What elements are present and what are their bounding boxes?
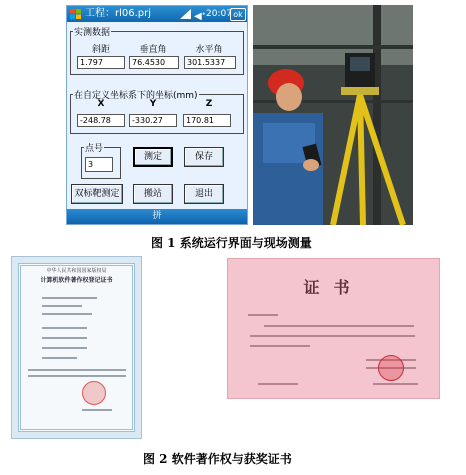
surveyor-photo-image — [253, 5, 413, 225]
title-bar — [67, 6, 247, 22]
windows-start-icon[interactable] — [70, 9, 81, 19]
app-screenshot — [66, 5, 248, 225]
cert-text-line — [42, 347, 87, 349]
measured-data-title: 实测数据 — [73, 25, 111, 38]
award-text-line — [250, 345, 310, 347]
figure-1-caption: 图 1 系统运行界面与现场测量 — [151, 236, 312, 250]
cert-text-line — [28, 375, 126, 377]
vertical-angle-field[interactable]: 76.4530 — [129, 56, 179, 69]
cert-text-line — [42, 337, 87, 339]
move-station-button[interactable]: 搬站 — [133, 184, 173, 204]
col-x: X — [97, 99, 105, 109]
input-panel-bar[interactable] — [67, 209, 247, 224]
cert-text-line — [42, 327, 87, 329]
input-method-label[interactable]: 拼 — [152, 211, 162, 221]
coordinates-title: 在自定义坐标系下的坐标(mm) — [73, 88, 199, 101]
col-vertical-angle: 垂直角 — [139, 45, 167, 55]
award-cert-title: 证书 — [303, 278, 364, 297]
cert-text-line — [28, 369, 126, 371]
save-button[interactable]: 保存 — [184, 147, 224, 167]
cert-text-line — [82, 409, 112, 411]
cert-text-line — [42, 297, 97, 299]
window-title: 工程：rl06.prj — [85, 8, 152, 19]
measure-button[interactable]: 测定 — [133, 147, 173, 167]
software-copyright-certificate — [11, 256, 142, 439]
col-y: Y — [149, 99, 157, 109]
exit-button[interactable]: 退出 — [184, 184, 224, 204]
copyright-cert-header-2: 计算机软件著作权登记证书 — [40, 277, 113, 284]
cert-text-line — [42, 305, 82, 307]
award-seal — [378, 355, 404, 381]
horizontal-angle-field[interactable]: 301.5337 — [184, 56, 236, 69]
signal-icon — [180, 9, 191, 19]
dual-target-measure-button[interactable]: 双标靶测定 — [71, 184, 123, 204]
volume-icon[interactable]: ◀ᐩ — [194, 11, 206, 22]
x-coordinate-field[interactable]: -248.78 — [77, 114, 125, 127]
award-text-line — [373, 383, 418, 385]
official-seal — [82, 381, 106, 405]
col-slope-distance: 斜距 — [91, 45, 110, 55]
award-text-line — [258, 383, 298, 385]
point-number-title: 点号 — [84, 141, 104, 154]
award-text-line — [264, 325, 414, 327]
ok-button[interactable]: ok — [230, 8, 246, 21]
clock: 20:07 — [206, 9, 232, 19]
award-text-line — [250, 335, 415, 337]
field-measurement-photo — [253, 5, 413, 225]
award-text-line — [248, 314, 278, 316]
z-coordinate-field[interactable]: 170.81 — [183, 114, 231, 127]
col-horizontal-angle: 水平角 — [195, 45, 223, 55]
y-coordinate-field[interactable]: -330.27 — [129, 114, 177, 127]
copyright-cert-header-1: 中华人民共和国国家版权局 — [46, 268, 107, 274]
cert-text-line — [42, 357, 77, 359]
slope-distance-field[interactable]: 1.797 — [77, 56, 125, 69]
col-z: Z — [205, 99, 213, 109]
point-number-field[interactable]: 3 — [85, 157, 113, 172]
award-certificate — [227, 258, 440, 399]
cert-text-line — [42, 313, 92, 315]
figure-2-caption: 图 2 软件著作权与获奖证书 — [143, 452, 292, 466]
